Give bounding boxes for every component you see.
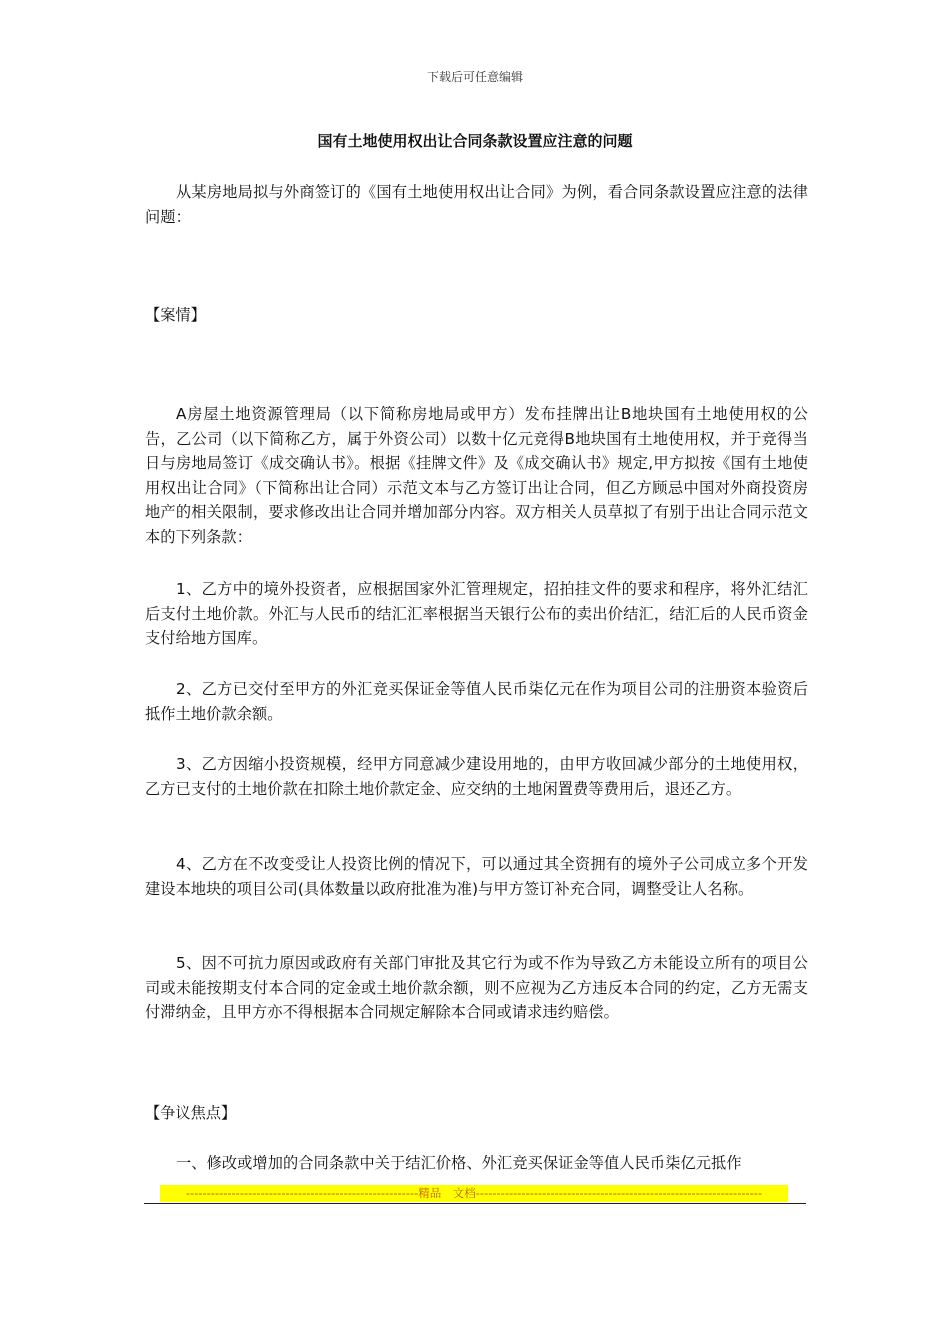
- section-case-heading: 【案情】: [145, 306, 206, 324]
- document-title: 国有土地使用权出让合同条款设置应注意的问题: [317, 132, 633, 150]
- header-note: 下载后可任意编辑: [426, 70, 523, 84]
- intro-paragraph: 从某房地局拟与外商签订的《国有土地使用权出让合同》为例，看合同条款设置应注意的法律问题：: [145, 183, 808, 226]
- case-paragraph: A房屋土地资源管理局（以下简称房地局或甲方）发布挂牌出让B地块国有土地使用权的公告，乙公司（以下简称乙方，属于外资公司）以数十亿元竞得B地块国有土地使用权，并于竞得当日与房地局签订《成交确认书》。根据《挂牌文件》及《成交确认书》规定,甲方拟按《国有土地使用权出让合同》（下简称出让合同）示范文本与乙方签订出让合同，但乙方顾忌中国对外商投资房地产的相关限制，要求修改出让合同并增加部分内容。双方相关人员草拟了有别于出让合同示范文本的下列条款：: [145, 405, 808, 546]
- clause-1: 1、乙方中的境外投资者，应根据国家外汇管理规定，招拍挂文件的要求和程序，将外汇结汇后支付土地价款。外汇与人民币的结汇汇率根据当天银行公布的卖出价结汇，结汇后的人民币资金支付给地方国库。: [145, 580, 808, 647]
- clause-4: 4、乙方在不改变受让人投资比例的情况下，可以通过其全资拥有的境外子公司成立多个开发建设本地块的项目公司(具体数量以政府批准为准)与甲方签订补充合同，调整受让人名称。: [145, 855, 808, 898]
- footer-divider: [144, 1203, 806, 1204]
- section-dispute-heading: 【争议焦点】: [145, 1104, 237, 1122]
- clause-2: 2、乙方已交付至甲方的外汇竞买保证金等值人民币柒亿元在作为项目公司的注册资本验资后抵作土地价款余额。: [145, 680, 808, 723]
- footer-watermark-band: --------------------------------------------------------精品 文档---------------------------------------------------------------------: [160, 1185, 788, 1202]
- clause-5: 5、因不可抗力原因或政府有关部门审批及其它行为或不作为导致乙方未能设立所有的项目公司或未能按期支付本合同的定金或土地价款余额，则不应视为乙方违反本合同的约定，乙方无需支付滞纳金，且甲方亦不得根据本合同规定解除本合同或请求违约赔偿。: [145, 954, 808, 1021]
- dispute-first-line: 一、修改或增加的合同条款中关于结汇价格、外汇竞买保证金等值人民币柒亿元抵作: [176, 1154, 742, 1172]
- clause-3: 3、乙方因缩小投资规模，经甲方同意减少建设用地的，由甲方收回减少部分的土地使用权，乙方已支付的土地价款在扣除土地价款定金、应交纳的土地闲置费等费用后，退还乙方。: [145, 755, 808, 798]
